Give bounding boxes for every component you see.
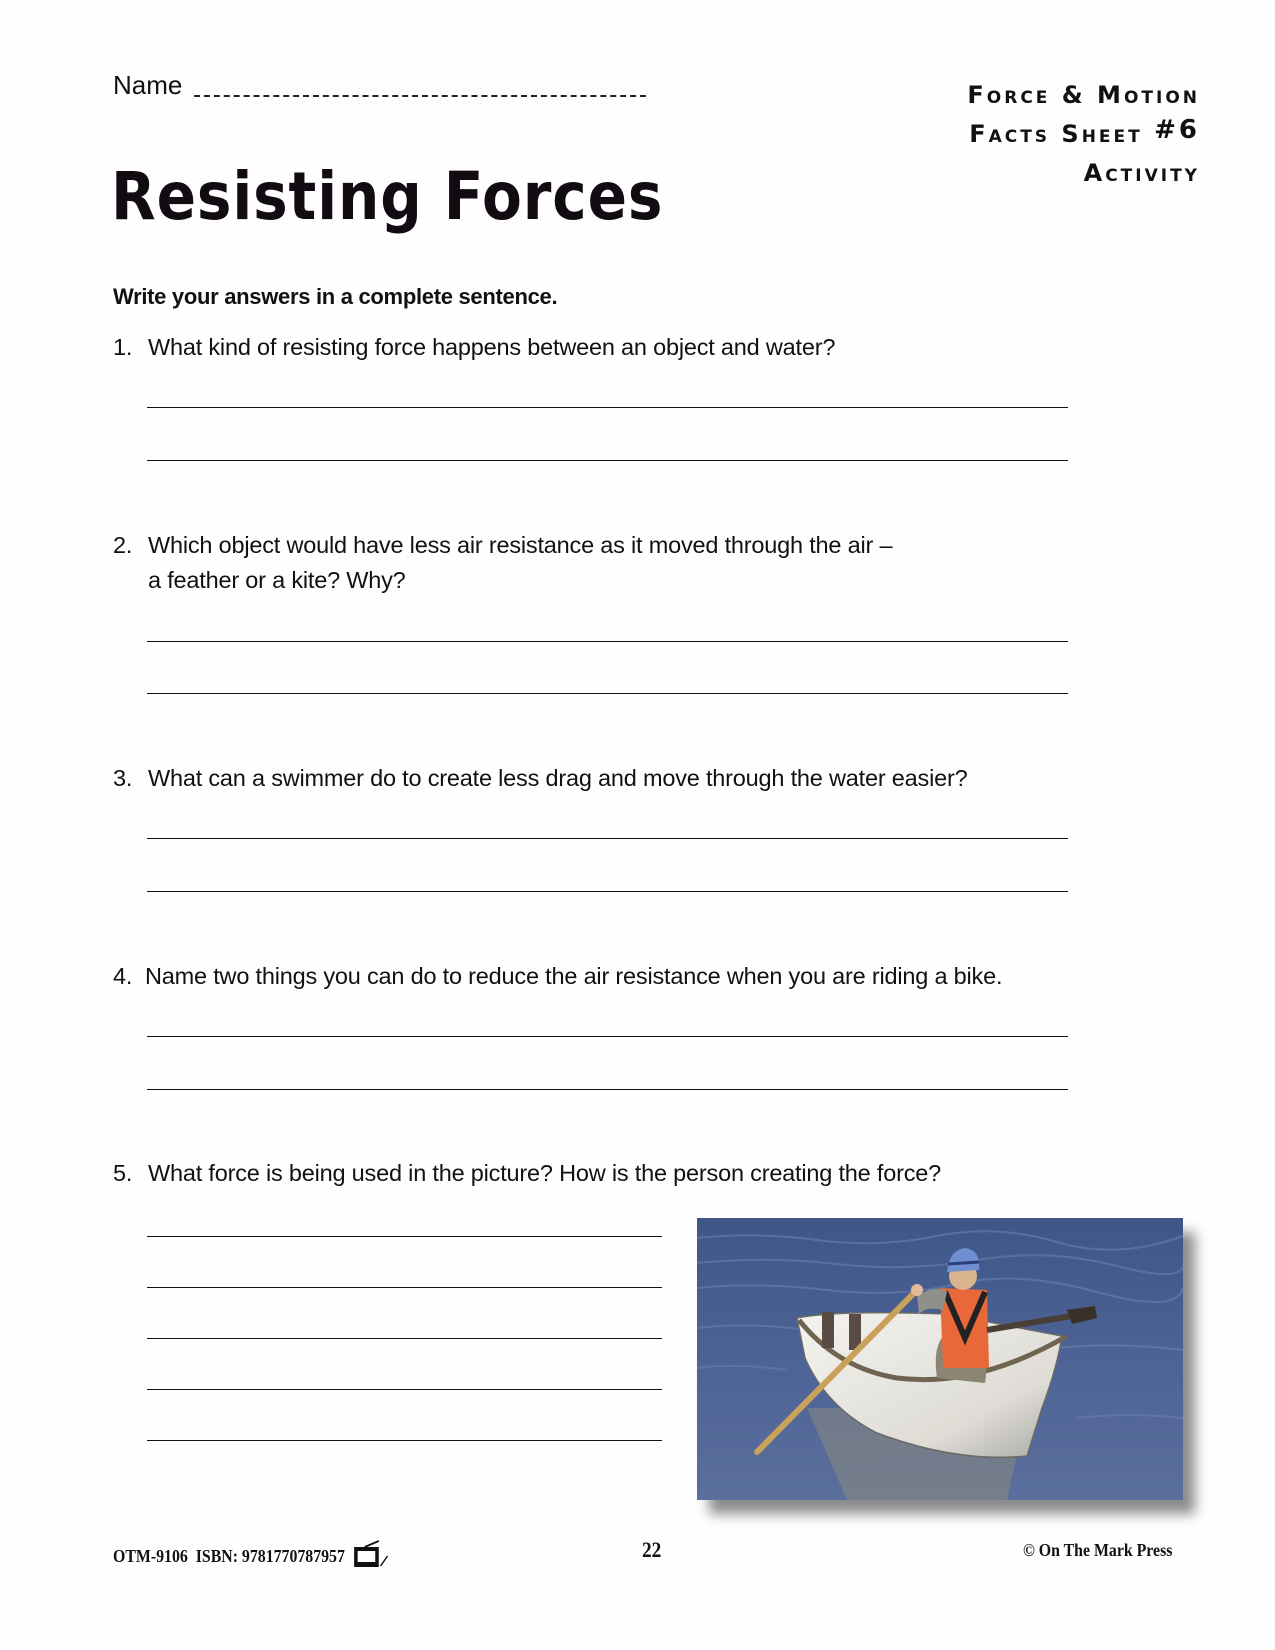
question-1 bbox=[113, 330, 835, 365]
answer-line-q2-2[interactable] bbox=[147, 693, 1068, 694]
answer-line-q4-1[interactable] bbox=[147, 1036, 1068, 1037]
question-4 bbox=[113, 959, 1002, 994]
rowboat-illustration bbox=[697, 1218, 1183, 1500]
copyright: © On The Mark Press bbox=[1023, 1540, 1173, 1560]
question-text: Name two things you can do to reduce the air resistance when you are riding a bike. bbox=[145, 963, 1003, 989]
instruction-text: Write your answers in a complete sentence. bbox=[113, 284, 558, 309]
answer-line-q4-2[interactable] bbox=[147, 1089, 1068, 1090]
answer-line-q5-1[interactable] bbox=[147, 1236, 662, 1237]
page-number: 22 bbox=[642, 1537, 662, 1562]
question-number: 5. bbox=[113, 1160, 133, 1186]
answer-line-q5-2[interactable] bbox=[147, 1287, 662, 1288]
series-subtitle: Facts Sheet #6 bbox=[969, 115, 1200, 148]
question-number: 2. bbox=[113, 532, 133, 558]
answer-line-q2-1[interactable] bbox=[147, 641, 1068, 642]
sheet-number: #6 bbox=[1154, 115, 1200, 145]
answer-line-q3-1[interactable] bbox=[147, 838, 1068, 839]
product-code: OTM-9106 bbox=[113, 1546, 188, 1566]
question-number: 1. bbox=[113, 334, 133, 360]
question-5 bbox=[113, 1156, 941, 1191]
answer-line-q1-1[interactable] bbox=[147, 407, 1068, 408]
answer-line-q3-2[interactable] bbox=[147, 891, 1068, 892]
rowboat-photo bbox=[697, 1218, 1183, 1500]
name-underline[interactable] bbox=[194, 95, 646, 97]
answer-line-q5-4[interactable] bbox=[147, 1389, 662, 1390]
series-title: Force & Motion bbox=[967, 81, 1200, 109]
question-text: Which object would have less air resistance as it moved through the air – bbox=[148, 532, 893, 558]
answer-line-q5-3[interactable] bbox=[147, 1338, 662, 1339]
footer-left bbox=[113, 1540, 391, 1568]
question-text-line2: a feather or a kite? Why? bbox=[148, 567, 406, 593]
isbn: ISBN: 9781770787957 bbox=[195, 1546, 345, 1566]
name-field[interactable] bbox=[113, 70, 646, 101]
question-3 bbox=[113, 761, 967, 796]
answer-line-q5-5[interactable] bbox=[147, 1440, 662, 1441]
question-text: What force is being used in the picture? How is the person creating the force? bbox=[148, 1160, 941, 1186]
answer-line-q1-2[interactable] bbox=[147, 460, 1068, 461]
question-text: What can a swimmer do to create less drag and move through the water easier? bbox=[148, 765, 968, 791]
question-text: What kind of resisting force happens between an object and water? bbox=[148, 334, 836, 360]
series-type: Activity bbox=[1083, 159, 1200, 187]
question-2 bbox=[113, 528, 892, 598]
series-header bbox=[967, 76, 1200, 193]
question-number: 4. bbox=[113, 963, 133, 989]
publisher-logo-icon bbox=[352, 1540, 391, 1568]
name-label: Name bbox=[113, 70, 183, 100]
question-number: 3. bbox=[113, 765, 133, 791]
page-title: Resisting Forces bbox=[111, 158, 664, 235]
